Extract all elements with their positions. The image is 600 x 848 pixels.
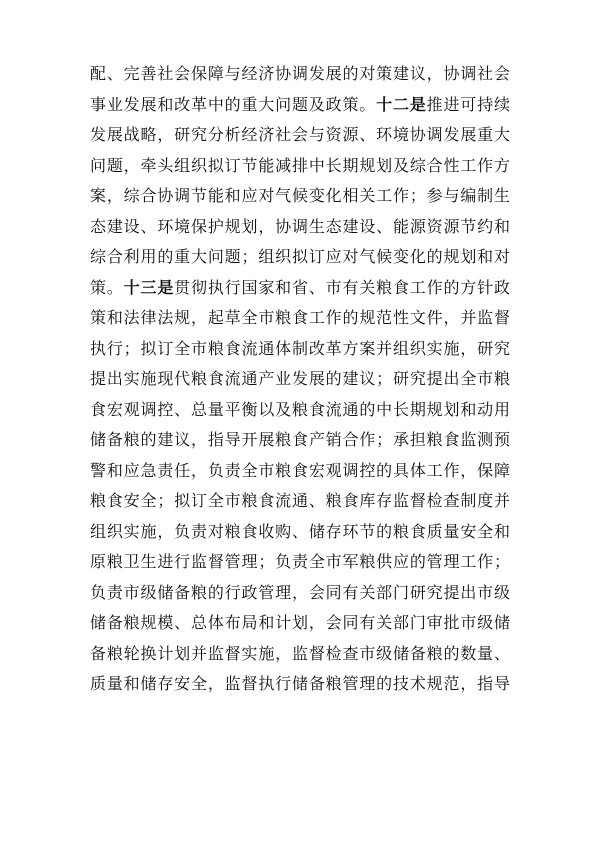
text-line: 配、完善社会保障与经济协调发展的对策建议，协调社会 (90, 64, 510, 83)
text-line: 问题，牵头组织拟订节能减排中长期规划及综合性工作方 (90, 155, 510, 175)
text-line (90, 273, 510, 304)
text-line: 警和应急责任，负责全市粮食宏观调控的具体工作，保障 (90, 460, 510, 480)
text-line: 储备粮规模、总体布局和计划，会同有关部门审批市级储 (90, 613, 510, 632)
text-line: 食宏观调控、总量平衡以及粮食流通的中长期规划和动用 (90, 399, 510, 419)
text-segment: 事业发展和改革中的重大问题及政策。 (90, 94, 377, 114)
text-line: 粮食安全；拟订全市粮食流通、粮食库存监督检查制度并 (90, 491, 510, 510)
text-line: 提出实施现代粮食流通产业发展的建议；研究提出全市粮 (90, 369, 510, 388)
text-segment: 推进可持续 (426, 94, 510, 114)
document-body (90, 59, 510, 700)
text-line (90, 90, 510, 121)
item-heading-twelve: 十二是 (376, 94, 427, 114)
text-line: 负责市级储备粮的行政管理，会同有关部门研究提出市级 (90, 582, 510, 602)
text-line: 态建设、环境保护规划，协调生态建设、能源资源节约和 (90, 216, 510, 236)
text-segment: 策。 (90, 277, 124, 297)
text-line: 原粮卫生进行监督管理；负责全市军粮供应的管理工作； (90, 552, 510, 571)
text-line: 综合利用的重大问题；组织拟订应对气候变化的规划和对 (90, 247, 510, 266)
text-line: 执行；拟订全市粮食流通体制改革方案并组织实施，研究 (90, 338, 510, 358)
text-line: 储备粮的建议，指导开展粮食产销合作；承担粮食监测预 (90, 430, 510, 449)
text-line: 发展战略，研究分析经济社会与资源、环境协调发展重大 (90, 125, 510, 144)
text-line: 案，综合协调节能和应对气候变化相关工作；参与编制生 (90, 186, 510, 205)
text-line: 质量和储存安全，监督执行储备粮管理的技术规范，指导 (90, 674, 510, 693)
text-segment: 贯彻执行国家和省、市有关粮食工作的方针政 (174, 277, 510, 297)
item-heading-thirteen: 十三是 (123, 277, 175, 297)
text-line: 策和法律法规，起草全市粮食工作的规范性文件，并监督 (90, 308, 510, 327)
text-line: 组织实施，负责对粮食收购、储存环节的粮食质量安全和 (90, 521, 510, 541)
text-line: 备粮轮换计划并监督实施，监督检查市级储备粮的数量、 (90, 643, 510, 663)
